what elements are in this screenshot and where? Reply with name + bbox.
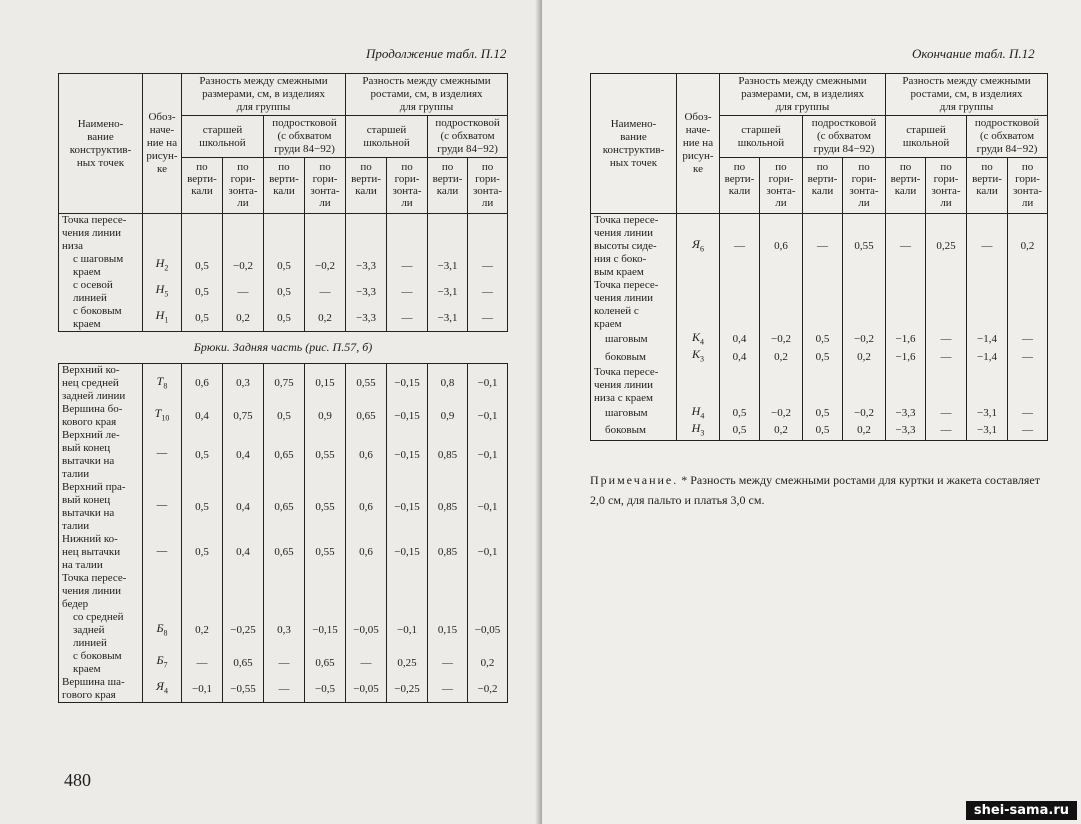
value-cell: −3,3 — [346, 305, 387, 332]
value-cell — [967, 366, 1008, 405]
value-cell — [967, 279, 1008, 331]
value-cell — [843, 366, 886, 405]
page-number: 480 — [64, 770, 91, 790]
value-cell: — — [264, 676, 305, 703]
point-name: Вершина ша- гового края — [59, 676, 143, 703]
symbol-letter: К — [692, 347, 700, 362]
value-cell: — — [803, 214, 843, 280]
value-cell — [387, 214, 428, 254]
value-cell: 0,2 — [1008, 214, 1048, 280]
value-cell: — — [182, 650, 223, 676]
value-cell: 0,5 — [182, 429, 223, 481]
symbol-letter: Т — [154, 406, 162, 421]
value-cell: 0,65 — [305, 650, 346, 676]
value-cell: — — [1008, 348, 1048, 365]
point-name: Точка пересе- чения линии коленей с краем — [591, 279, 677, 331]
header-horizontal: по гори- зонта- ли — [305, 158, 346, 214]
value-cell: 0,2 — [223, 305, 264, 332]
value-cell: 0,3 — [264, 611, 305, 650]
value-cell: 0,55 — [305, 429, 346, 481]
value-cell: 0,65 — [264, 481, 305, 533]
value-cell: −3,1 — [428, 279, 468, 305]
point-symbol — [143, 611, 182, 650]
value-cell — [428, 214, 468, 254]
value-cell — [803, 279, 843, 331]
value-cell: −0,1 — [468, 429, 508, 481]
symbol-index: 3 — [699, 354, 704, 364]
header-teen: подростковой (с обхватом груди 84−92) — [264, 116, 346, 158]
value-cell: −3,1 — [967, 405, 1008, 422]
value-cell: 0,2 — [843, 348, 886, 365]
header-teen: подростковой (с обхватом груди 84−92) — [428, 116, 508, 158]
value-cell: — — [387, 253, 428, 279]
value-cell: 0,55 — [305, 481, 346, 533]
value-cell — [926, 366, 967, 405]
value-cell: −0,05 — [346, 676, 387, 703]
value-cell — [223, 214, 264, 254]
symbol-letter: Б — [156, 620, 164, 635]
value-cell: −0,1 — [468, 403, 508, 429]
value-cell: −1,4 — [967, 331, 1008, 348]
symbol-index: 4 — [163, 686, 168, 696]
symbol-index: 3 — [700, 428, 705, 438]
header-horizontal: по гори- зонта- ли — [760, 158, 803, 214]
table-row — [591, 279, 1048, 331]
point-name: с боковым краем — [59, 305, 143, 332]
value-cell: 0,5 — [803, 348, 843, 365]
value-cell: — — [1008, 422, 1048, 440]
point-symbol — [677, 279, 720, 331]
value-cell: −0,15 — [387, 403, 428, 429]
point-symbol — [143, 279, 182, 305]
value-cell: 0,5 — [803, 405, 843, 422]
value-cell — [346, 572, 387, 611]
table-row — [591, 348, 1048, 365]
header-horizontal: по гори- зонта- ли — [468, 158, 508, 214]
value-cell: 0,5 — [182, 533, 223, 572]
value-cell: 0,5 — [803, 331, 843, 348]
symbol-index: 10 — [161, 413, 170, 423]
table-row — [59, 364, 508, 404]
point-symbol — [677, 348, 720, 365]
value-cell: — — [926, 405, 967, 422]
point-symbol — [143, 403, 182, 429]
header-height-diff: Разность между смежными ростами, см, в изделиях для группы — [346, 74, 508, 116]
symbol-index: 4 — [699, 337, 704, 347]
right-rows — [591, 214, 1048, 441]
header-vertical: по верти- кали — [182, 158, 223, 214]
value-cell — [182, 214, 223, 254]
value-cell: — — [468, 305, 508, 332]
point-name: шаговым — [591, 331, 677, 348]
header-name: Наимено- вание конструктив- ных точек — [59, 74, 143, 214]
value-cell: −1,6 — [886, 348, 926, 365]
table-row — [591, 331, 1048, 348]
value-cell: 0,8 — [428, 364, 468, 404]
value-cell: 0,3 — [223, 364, 264, 404]
header-vertical: по верти- кали — [803, 158, 843, 214]
value-cell: −0,15 — [387, 429, 428, 481]
value-cell: 0,65 — [346, 403, 387, 429]
symbol-letter: — — [156, 445, 168, 460]
symbol-index: 2 — [164, 263, 169, 273]
table-row — [59, 650, 508, 676]
symbol-letter: Н — [155, 308, 165, 323]
point-symbol — [677, 422, 720, 440]
header-symbol: Обоз- наче- ние на рисун- ке — [677, 74, 720, 214]
value-cell — [1008, 366, 1048, 405]
note-label: Примечание. — [590, 473, 679, 487]
header-senior: старшей школьной — [886, 116, 967, 158]
ending-caption: Окончание табл. П.12 — [912, 46, 1035, 61]
table-row — [59, 572, 508, 611]
point-symbol — [143, 429, 182, 481]
symbol-index: 5 — [164, 289, 169, 299]
value-cell: −3,3 — [886, 422, 926, 440]
table-row — [59, 253, 508, 279]
value-cell: 0,65 — [264, 429, 305, 481]
value-cell: — — [926, 348, 967, 365]
value-cell: 0,5 — [264, 305, 305, 332]
value-cell: — — [346, 650, 387, 676]
value-cell: 0,15 — [428, 611, 468, 650]
continuation-caption: Продолжение табл. П.12 — [366, 46, 507, 61]
value-cell: 0,5 — [182, 305, 223, 332]
value-cell: −0,5 — [305, 676, 346, 703]
site-watermark: shei-sama.ru — [966, 801, 1077, 820]
symbol-letter: — — [156, 497, 168, 512]
table-row — [591, 405, 1048, 422]
value-cell — [1008, 279, 1048, 331]
note-text: * Разность между смежными ростами для куртки и жакета составляет 2,0 см, для пальто и платья 3,0 см. — [590, 473, 1040, 507]
symbol-index: 6 — [699, 244, 704, 254]
value-cell — [264, 214, 305, 254]
value-cell: −0,2 — [760, 331, 803, 348]
value-cell: 0,75 — [264, 364, 305, 404]
table-row — [59, 305, 508, 332]
value-cell: 0,4 — [223, 481, 264, 533]
value-cell — [346, 214, 387, 254]
point-name: Точка пересе- чения линии высоты сиде- ния с боко- вым краем — [591, 214, 677, 280]
point-symbol — [143, 572, 182, 611]
table-row — [59, 214, 508, 254]
garment-table-right — [590, 73, 1048, 441]
value-cell: — — [387, 305, 428, 332]
header-height-diff: Разность между смежными ростами, см, в изделиях для группы — [886, 74, 1048, 116]
value-cell: −0,2 — [843, 405, 886, 422]
value-cell: 0,2 — [468, 650, 508, 676]
value-cell: 0,9 — [305, 403, 346, 429]
point-name: Верхний ле- вый конец вытачки на талии — [59, 429, 143, 481]
point-name: с шаговым краем — [59, 253, 143, 279]
value-cell: 0,55 — [843, 214, 886, 280]
table-note — [590, 470, 1050, 510]
value-cell: −0,2 — [305, 253, 346, 279]
value-cell: −0,05 — [346, 611, 387, 650]
value-cell: — — [264, 650, 305, 676]
value-cell: 0,15 — [305, 364, 346, 404]
value-cell: 0,55 — [305, 533, 346, 572]
symbol-index: 8 — [163, 381, 168, 391]
value-cell: −0,1 — [468, 481, 508, 533]
value-cell: 0,5 — [264, 253, 305, 279]
point-name: Нижний ко- нец вытачки на талии — [59, 533, 143, 572]
point-name: шаговым — [591, 405, 677, 422]
value-cell: — — [468, 279, 508, 305]
symbol-index: 4 — [700, 411, 705, 421]
table-row — [59, 611, 508, 650]
value-cell: 0,5 — [264, 279, 305, 305]
value-cell — [387, 572, 428, 611]
value-cell: −0,1 — [468, 364, 508, 404]
value-cell: −0,2 — [843, 331, 886, 348]
value-cell: 0,2 — [760, 422, 803, 440]
value-cell: −0,05 — [468, 611, 508, 650]
symbol-letter: Я — [692, 236, 700, 251]
garment-table-left — [58, 73, 508, 703]
value-cell — [468, 572, 508, 611]
value-cell: −0,2 — [760, 405, 803, 422]
value-cell: 0,5 — [803, 422, 843, 440]
table-row — [59, 481, 508, 533]
value-cell: −0,2 — [223, 253, 264, 279]
value-cell: −0,1 — [468, 533, 508, 572]
point-symbol — [143, 305, 182, 332]
symbol-letter: Я — [156, 679, 164, 694]
value-cell: −3,1 — [428, 305, 468, 332]
value-cell: −3,3 — [346, 253, 387, 279]
symbol-index: 8 — [163, 628, 168, 638]
value-cell: 0,5 — [720, 405, 760, 422]
point-symbol — [143, 364, 182, 404]
value-cell: — — [926, 331, 967, 348]
value-cell: 0,5 — [182, 253, 223, 279]
value-cell: −0,1 — [182, 676, 223, 703]
value-cell: 0,9 — [428, 403, 468, 429]
value-cell — [843, 279, 886, 331]
point-symbol — [677, 405, 720, 422]
value-cell — [760, 279, 803, 331]
value-cell: — — [1008, 405, 1048, 422]
value-cell: — — [468, 253, 508, 279]
symbol-letter: Т — [156, 373, 164, 388]
value-cell: 0,2 — [182, 611, 223, 650]
value-cell: 0,55 — [346, 364, 387, 404]
symbol-letter: К — [692, 330, 700, 344]
header-symbol: Обоз- наче- ние на рисун- ке — [143, 74, 182, 214]
symbol-letter: Н — [155, 256, 165, 271]
table-row — [591, 422, 1048, 440]
point-name: Точка пересе- чения линии низа — [59, 214, 143, 254]
left-rows-hem — [59, 214, 508, 332]
table-row — [591, 214, 1048, 280]
header-senior: старшей школьной — [182, 116, 264, 158]
value-cell — [223, 572, 264, 611]
point-name: боковым — [591, 348, 677, 365]
value-cell: — — [428, 650, 468, 676]
symbol-index: 1 — [164, 315, 169, 325]
point-symbol — [143, 481, 182, 533]
value-cell — [428, 572, 468, 611]
point-symbol — [143, 676, 182, 703]
point-name: боковым — [591, 422, 677, 440]
point-symbol — [677, 366, 720, 405]
header-senior: старшей школьной — [346, 116, 428, 158]
point-name: со средней задней линией — [59, 611, 143, 650]
header-vertical: по верти- кали — [967, 158, 1008, 214]
value-cell: 0,5 — [182, 279, 223, 305]
value-cell — [264, 572, 305, 611]
symbol-letter: Н — [691, 403, 701, 418]
value-cell — [305, 572, 346, 611]
symbol-letter: — — [156, 542, 168, 557]
value-cell: — — [428, 676, 468, 703]
header-vertical: по верти- кали — [720, 158, 760, 214]
value-cell — [803, 366, 843, 405]
symbol-index: 7 — [163, 660, 168, 670]
value-cell: 0,65 — [264, 533, 305, 572]
value-cell: −1,6 — [886, 331, 926, 348]
value-cell: 0,75 — [223, 403, 264, 429]
header-vertical: по верти- кали — [428, 158, 468, 214]
point-symbol — [143, 214, 182, 254]
value-cell — [886, 366, 926, 405]
value-cell: 0,85 — [428, 429, 468, 481]
header-senior: старшей школьной — [720, 116, 803, 158]
point-name: Вершина бо- кового края — [59, 403, 143, 429]
value-cell: −0,15 — [387, 364, 428, 404]
value-cell: −3,3 — [886, 405, 926, 422]
value-cell: — — [1008, 331, 1048, 348]
value-cell: 0,4 — [182, 403, 223, 429]
value-cell: 0,85 — [428, 533, 468, 572]
value-cell — [760, 366, 803, 405]
value-cell: 0,5 — [720, 422, 760, 440]
value-cell: 0,25 — [387, 650, 428, 676]
value-cell: 0,6 — [346, 429, 387, 481]
value-cell: −0,15 — [305, 611, 346, 650]
value-cell: 0,6 — [346, 481, 387, 533]
value-cell: −0,15 — [387, 481, 428, 533]
header-size-diff: Разность между смежными размерами, см, в изделиях для группы — [720, 74, 886, 116]
point-symbol — [143, 253, 182, 279]
value-cell: −0,55 — [223, 676, 264, 703]
value-cell: 0,2 — [760, 348, 803, 365]
value-cell: 0,4 — [223, 533, 264, 572]
value-cell: −0,25 — [223, 611, 264, 650]
value-cell: 0,6 — [346, 533, 387, 572]
point-symbol — [143, 650, 182, 676]
value-cell: −3,1 — [428, 253, 468, 279]
point-name: с боковым краем — [59, 650, 143, 676]
header-teen: подростковой (с обхватом груди 84−92) — [967, 116, 1048, 158]
point-name: с осевой линией — [59, 279, 143, 305]
symbol-letter: Н — [691, 421, 701, 436]
header-horizontal: по гори- зонта- ли — [843, 158, 886, 214]
value-cell: 0,4 — [720, 331, 760, 348]
value-cell — [720, 279, 760, 331]
value-cell — [468, 214, 508, 254]
header-horizontal: по гори- зонта- ли — [926, 158, 967, 214]
table-row — [59, 676, 508, 703]
value-cell: −0,25 — [387, 676, 428, 703]
value-cell: 0,6 — [760, 214, 803, 280]
header-vertical: по верти- кали — [346, 158, 387, 214]
value-cell — [182, 572, 223, 611]
table-row — [59, 533, 508, 572]
point-symbol — [677, 331, 720, 348]
point-symbol — [143, 533, 182, 572]
value-cell: −0,15 — [387, 533, 428, 572]
value-cell: 0,25 — [926, 214, 967, 280]
point-name: Точка пересе- чения линии низа с краем — [591, 366, 677, 405]
table-row — [59, 403, 508, 429]
value-cell: — — [886, 214, 926, 280]
header-horizontal: по гори- зонта- ли — [223, 158, 264, 214]
value-cell — [305, 214, 346, 254]
value-cell: −1,4 — [967, 348, 1008, 365]
value-cell: −0,1 — [387, 611, 428, 650]
value-cell: 0,6 — [182, 364, 223, 404]
point-name: Точка пересе- чения линии бедер — [59, 572, 143, 611]
value-cell: — — [387, 279, 428, 305]
header-horizontal: по гори- зонта- ли — [387, 158, 428, 214]
value-cell — [886, 279, 926, 331]
header-horizontal: по гори- зонта- ли — [1008, 158, 1048, 214]
value-cell: 0,5 — [182, 481, 223, 533]
point-name: Верхний ко- нец средней задней линии — [59, 364, 143, 404]
header-vertical: по верти- кали — [264, 158, 305, 214]
section-title: Брюки. Задняя часть (рис. П.57, б) — [193, 340, 373, 354]
value-cell: 0,85 — [428, 481, 468, 533]
header-teen: подростковой (с обхватом груди 84−92) — [803, 116, 886, 158]
left-rows-back — [59, 364, 508, 703]
value-cell: 0,2 — [843, 422, 886, 440]
value-cell: — — [720, 214, 760, 280]
table-row — [591, 366, 1048, 405]
value-cell: 0,4 — [223, 429, 264, 481]
header-name: Наимено- вание конструктив- ных точек — [591, 74, 677, 214]
symbol-letter: Б — [156, 653, 164, 668]
table-row — [59, 279, 508, 305]
header-vertical: по верти- кали — [886, 158, 926, 214]
value-cell: −3,3 — [346, 279, 387, 305]
value-cell: — — [967, 214, 1008, 280]
value-cell — [926, 279, 967, 331]
value-cell: — — [305, 279, 346, 305]
value-cell — [720, 366, 760, 405]
value-cell: — — [926, 422, 967, 440]
point-symbol — [677, 214, 720, 280]
value-cell: −0,2 — [468, 676, 508, 703]
value-cell: 0,5 — [264, 403, 305, 429]
value-cell: 0,2 — [305, 305, 346, 332]
point-name: Верхний пра- вый конец вытачки на талии — [59, 481, 143, 533]
value-cell: −3,1 — [967, 422, 1008, 440]
table-row — [59, 429, 508, 481]
value-cell: 0,4 — [720, 348, 760, 365]
symbol-letter: Н — [155, 282, 165, 297]
value-cell: — — [223, 279, 264, 305]
value-cell: 0,65 — [223, 650, 264, 676]
header-size-diff: Разность между смежными размерами, см, в изделиях для группы — [182, 74, 346, 116]
